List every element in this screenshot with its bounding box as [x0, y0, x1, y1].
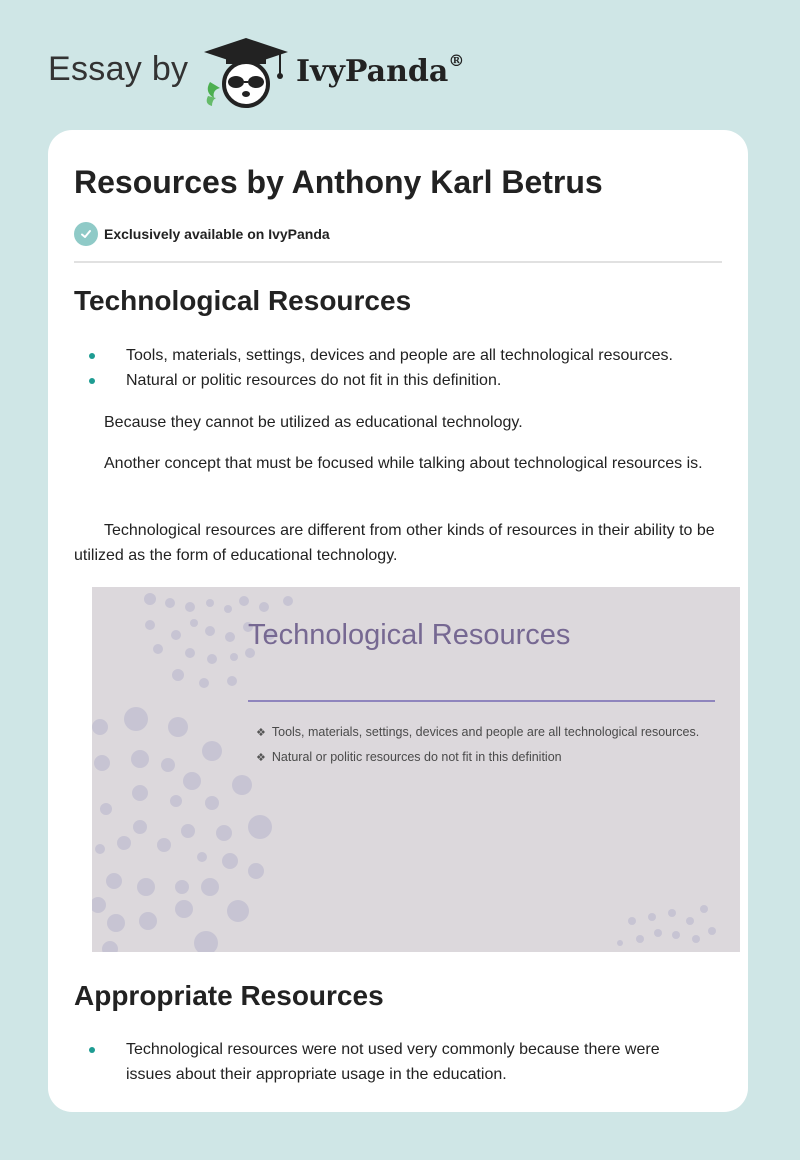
list-item: Technological resources were not used very commonly because there were issues about their appropriate usage in the education. [74, 1037, 674, 1087]
essay-card [48, 130, 748, 1112]
page-title: Resources by Anthony Karl Betrus [74, 164, 603, 200]
paragraph: Technological resources are different from other kinds of resources in their ability to be utilized as the form of educational technology. [74, 522, 715, 564]
slide-rule [248, 700, 715, 702]
list-item: Tools, materials, settings, devices and people are all technological resources. [74, 343, 714, 368]
bullet-list [74, 1037, 674, 1087]
brand-name[interactable]: IvyPanda® [296, 51, 465, 89]
check-circle-icon [74, 222, 98, 246]
registered-mark: ® [448, 51, 465, 70]
slide-title: Technological Resources [248, 619, 571, 651]
title-divider [74, 261, 722, 263]
slide-bullet-list [256, 720, 699, 770]
diamond-bullet-icon: ❖ [256, 752, 266, 764]
exclusive-badge [74, 222, 330, 246]
section-heading: Appropriate Resources [74, 980, 384, 1011]
section-heading: Technological Resources [74, 285, 412, 316]
slide-list-item: ❖ Tools, materials, settings, devices and people are all technological resources. [256, 725, 700, 739]
panda-graduation-cap-icon [200, 34, 292, 110]
slide-image [92, 587, 740, 952]
paragraph: Another concept that must be focused while talking about technological resources is. [104, 455, 703, 472]
list-item: Natural or politic resources do not fit in this definition. [74, 368, 714, 393]
bullet-list [74, 343, 714, 393]
site-header [48, 34, 508, 114]
paragraph: Because they cannot be utilized as educational technology. [104, 414, 523, 431]
exclusive-text: Exclusively available on IvyPanda [104, 226, 330, 242]
slide-list-item: ❖ Natural or politic resources do not fit in this definition [256, 750, 562, 764]
essay-by-label: Essay by [48, 50, 189, 88]
diamond-bullet-icon: ❖ [256, 727, 266, 739]
